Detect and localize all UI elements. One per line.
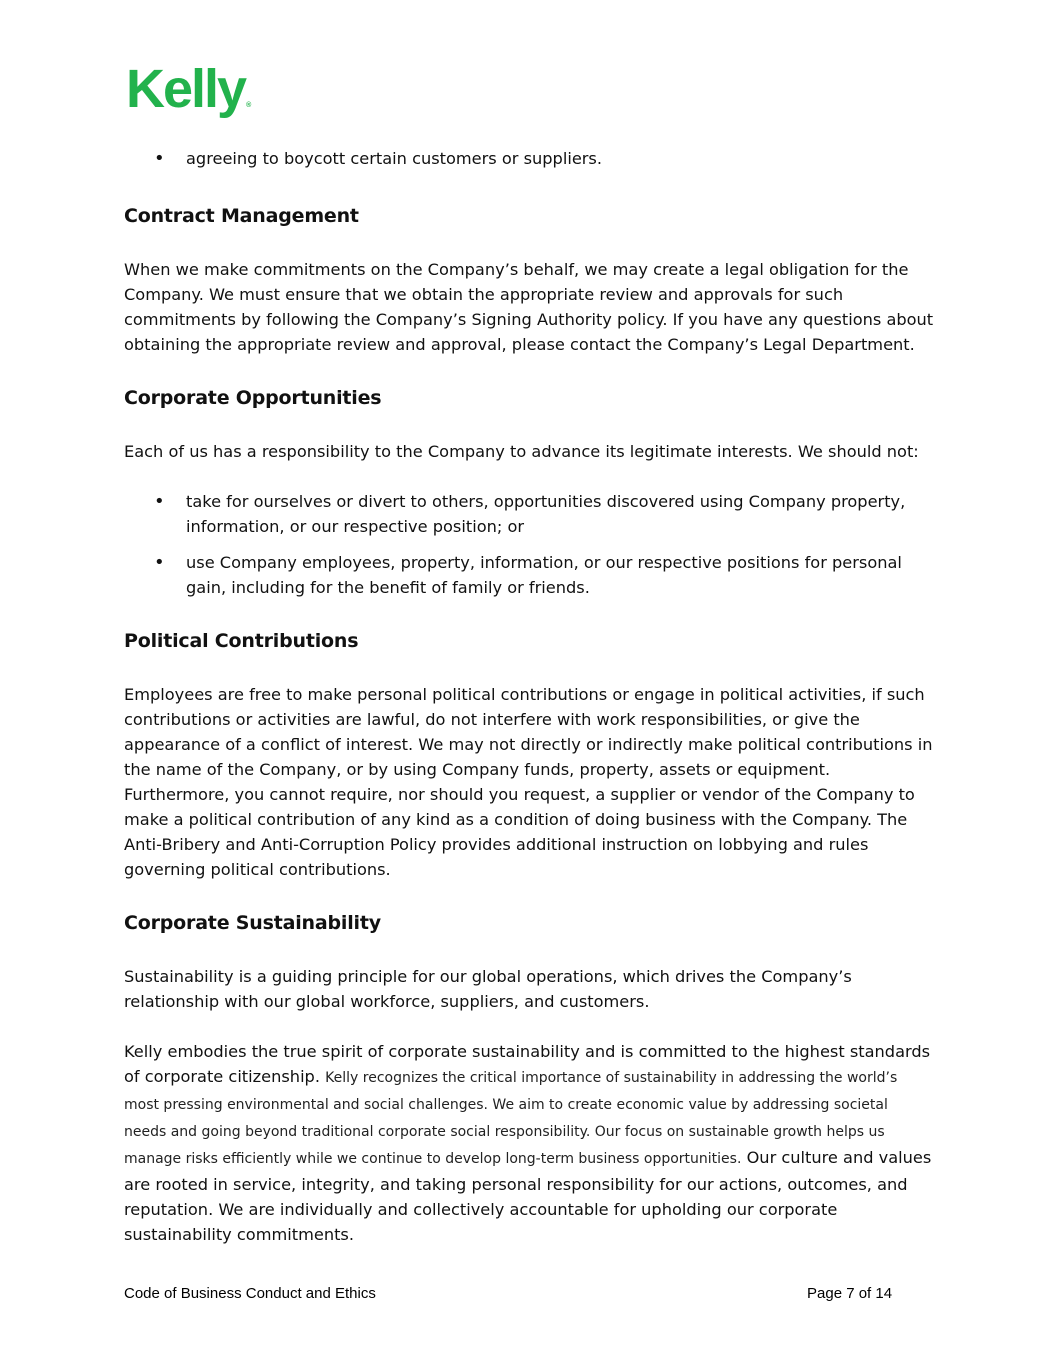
list-item: • agreeing to boycott certain customers or suppliers.	[124, 146, 934, 171]
footer-document-title: Code of Business Conduct and Ethics	[124, 1285, 376, 1302]
list-item: • take for ourselves or divert to others, opportunities discovered using Company property, information, or our respective position; or	[124, 489, 934, 539]
kelly-logo	[126, 59, 252, 119]
footer-page-number: Page 7 of 14	[807, 1285, 893, 1302]
intro-bullet-list	[124, 146, 934, 171]
document-body	[124, 146, 934, 1247]
opportunities-bullet-list	[124, 489, 934, 600]
heading-contract-management: Contract Management	[124, 205, 359, 227]
list-item: • use Company employees, property, information, or our respective positions for personal gain, including for the benefit of family or friends.	[124, 550, 934, 600]
paragraph-opportunities: Each of us has a responsibility to the Company to advance its legitimate interests. We should not:	[124, 442, 919, 461]
registered-mark: ®	[246, 102, 252, 109]
sustainability-closing-text: Our culture and values are rooted in service, integrity, and taking personal responsibility for our actions, outcomes, and reputation. We are individually and collectively accountable for upholding our corporate sustainability commitments.	[124, 1148, 932, 1244]
paragraph-political: Employees are free to make personal political contributions or engage in political activities, if such contributions or activities are lawful, do not interfere with work responsibilities, or give the appearance of a conflict of interest. We may not directly or indirectly make political contributions in the name of the Company, or by using Company funds, property, assets or equipment. Furthermore, you cannot require, nor should you request, a supplier or vendor of the Company to make a political contribution of any kind as a condition of doing business with the Company. The Anti-Bribery and Anti-Corruption Policy provides additional instruction on lobbying and rules governing political contributions.	[124, 685, 933, 879]
logo-text: Kelly	[126, 59, 246, 119]
paragraph-sustainability-1: Sustainability is a guiding principle for our global operations, which drives the Company’s relationship with our global workforce, suppliers, and customers.	[124, 967, 852, 1011]
heading-political-contributions: Political Contributions	[124, 630, 359, 652]
sustainability-lead-text: Kelly embodies the true spirit of corporate sustainability and is committed to the highest standards of corporate citizenship.	[124, 1042, 931, 1086]
heading-corporate-sustainability: Corporate Sustainability	[124, 912, 381, 934]
heading-corporate-opportunities: Corporate Opportunities	[124, 387, 382, 409]
paragraph-contract: When we make commitments on the Company’s behalf, we may create a legal obligation for the Company. We must ensure that we obtain the appropriate review and approvals for such commitments by following the Company’s Signing Authority policy. If you have any questions about obtaining the appropriate review and approval, please contact the Company’s Legal Department.	[124, 260, 934, 354]
sustainability-small-text: Kelly recognizes the critical importance of sustainability in addressing the world’s most pressing environmental and social challenges. We aim to create economic value by addressing societal needs and going beyond traditional corporate social responsibility. Our focus on sustainable growth helps us manage risks efficiently while we continue to develop long-term business opportunities.	[124, 1070, 898, 1167]
paragraph-sustainability-2	[124, 1039, 934, 1247]
